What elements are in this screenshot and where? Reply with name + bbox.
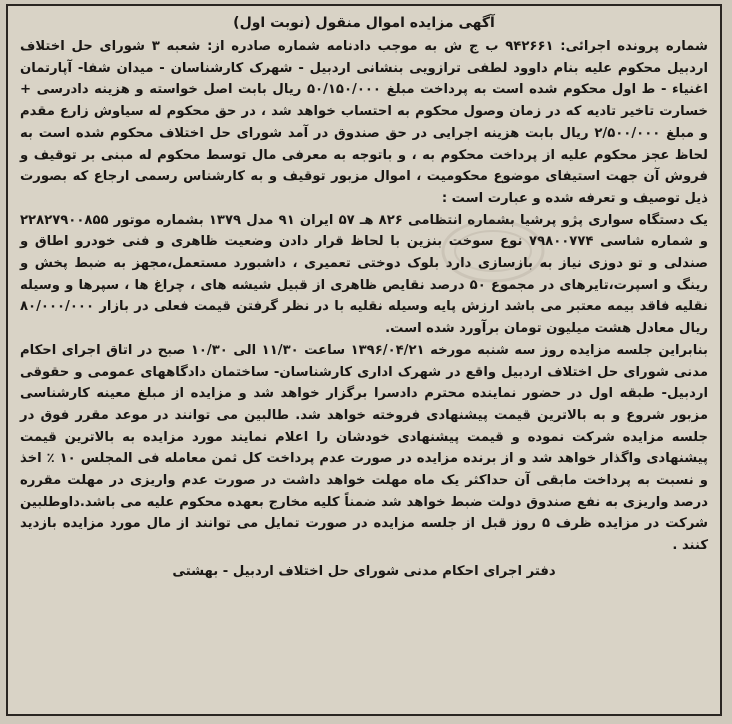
notice-signature: دفتر اجرای احکام مدنی شورای حل اختلاف اردبیل - بهشتی — [172, 563, 556, 579]
paragraph-auction-terms: بنابراین جلسه مزایده روز سه شنبه مورخه ۱۳۹۶/۰۴/۲۱ ساعت ۱۱/۳۰ الی ۱۰/۳۰ صبح در اتاق اجرای احکام مدنی شورای حل اختلاف اردبیل واقع در شهرک اداری کارشناسان- ساختمان دادگاههای عمومی و حقوقی اردبیل- طبقه اول در حضور نماینده محترم دادسرا برگزار خواهد شد و مزایده از مبلغ معینه کارشناسی مزبور شروع و به بالاترین قیمت پیشنهادی فروخته خواهد شد. طالبین می توانند در موعد مقرر فوق در جلسه مزایده شرکت نموده و قیمت پیشنهادی خودشان را اعلام نمایند مورد مزایده به بالاترین قیمت پیشنهادی واگذار خواهد شد و از برنده مزایده در صورت عدم پرداخت کل ثمن معامله فی المجلس ۱۰ ٪ اخذ و نسبت به پرداخت مابقی آن حداکثر یک ماه مهلت خواهد داشت در صورت عدم واریزی در مهلت مقرره درصد واریزی به نفع صندوق دولت ضبط خواهد شد ضمناً کلیه مخارج بعهده محکوم علیه می باشد.داوطلبین شرکت در مزایده ظرف ۵ روز قبل از جلسه مزایده در صورت تمایل می توانند از مال مورد مزایده بازدید کنند . — [20, 342, 708, 554]
paragraph-vehicle-description: یک دستگاه سواری پژو پرشیا بشماره انتظامی ۸۲۶ هـ ۵۷ ایران ۹۱ مدل ۱۳۷۹ بشماره موتور ۲۲۸۲۷۹۰۰۸۵۵ و شماره شاسی ۷۹۸۰۰۷۷۴ نوع سوخت بنزین با لحاظ قرار دادن وضعیت ظاهری و فنی خودرو اطاق و صندلی و تو دوزی نیاز به بازسازی دارد بلوک دوختی تعمیری ، داشبورد مستعمل،مجهز به ضبط پخش و رینگ و اسپرت،تایرهای در مجموع ۵۰ درصد نقایص ظاهری از قبیل شیشه های ، چراغ ها ، سپرها و وسیله نقلیه فاقد بیمه معتبر می باشد ارزش پایه وسیله نقلیه با در نظر گرفتن قیمت فعلی در بازار ۸۰/۰۰۰/۰۰۰ ریال معادل هشت میلیون تومان برآورد شده است. — [20, 212, 708, 337]
paragraph-case-details: شماره پرونده اجرائی: ۹۴۲۶۶۱ ب ج ش به موجب دادنامه شماره صادره از: شعبه ۳ شورای حل اختلاف اردبیل محکوم علیه بنام داوود لطفی ترازویی بنشانی اردبیل - شهرک کارشناسان - میدان شفا- آپارتمان اغنیاء - ط اول محکوم شده است به پرداخت مبلغ ۵۰/۱۵۰/۰۰۰ ریال بابت اصل خواسته و هزینه دادرسی + خسارت تاخیر تادیه که در زمان وصول محکوم به احتساب خواهد شد ، در حق محکوم له سیاوش زارع مقدم و مبلغ ۲/۵۰۰/۰۰۰ ریال بابت هزینه اجرایی در حق صندوق در آمد شورای حل اختلاف محکوم شده است به لحاظ عجز محکوم علیه از پرداخت محکوم به ، و باتوجه به معرفی مال توسط محکوم له مبنی بر توقیف و فروش آن جهت استیفای موضوع محکومیت ، اموال مزبور توقیف و به کارشناس رسمی ارجاع که بصورت ذیل توصیف و تعرفه شده و عبارت است : — [20, 39, 708, 206]
notice-body — [20, 36, 708, 557]
notice-sheet — [6, 4, 722, 716]
notice-title: آگهی مزایده اموال منقول (نوبت اول) — [233, 15, 495, 31]
